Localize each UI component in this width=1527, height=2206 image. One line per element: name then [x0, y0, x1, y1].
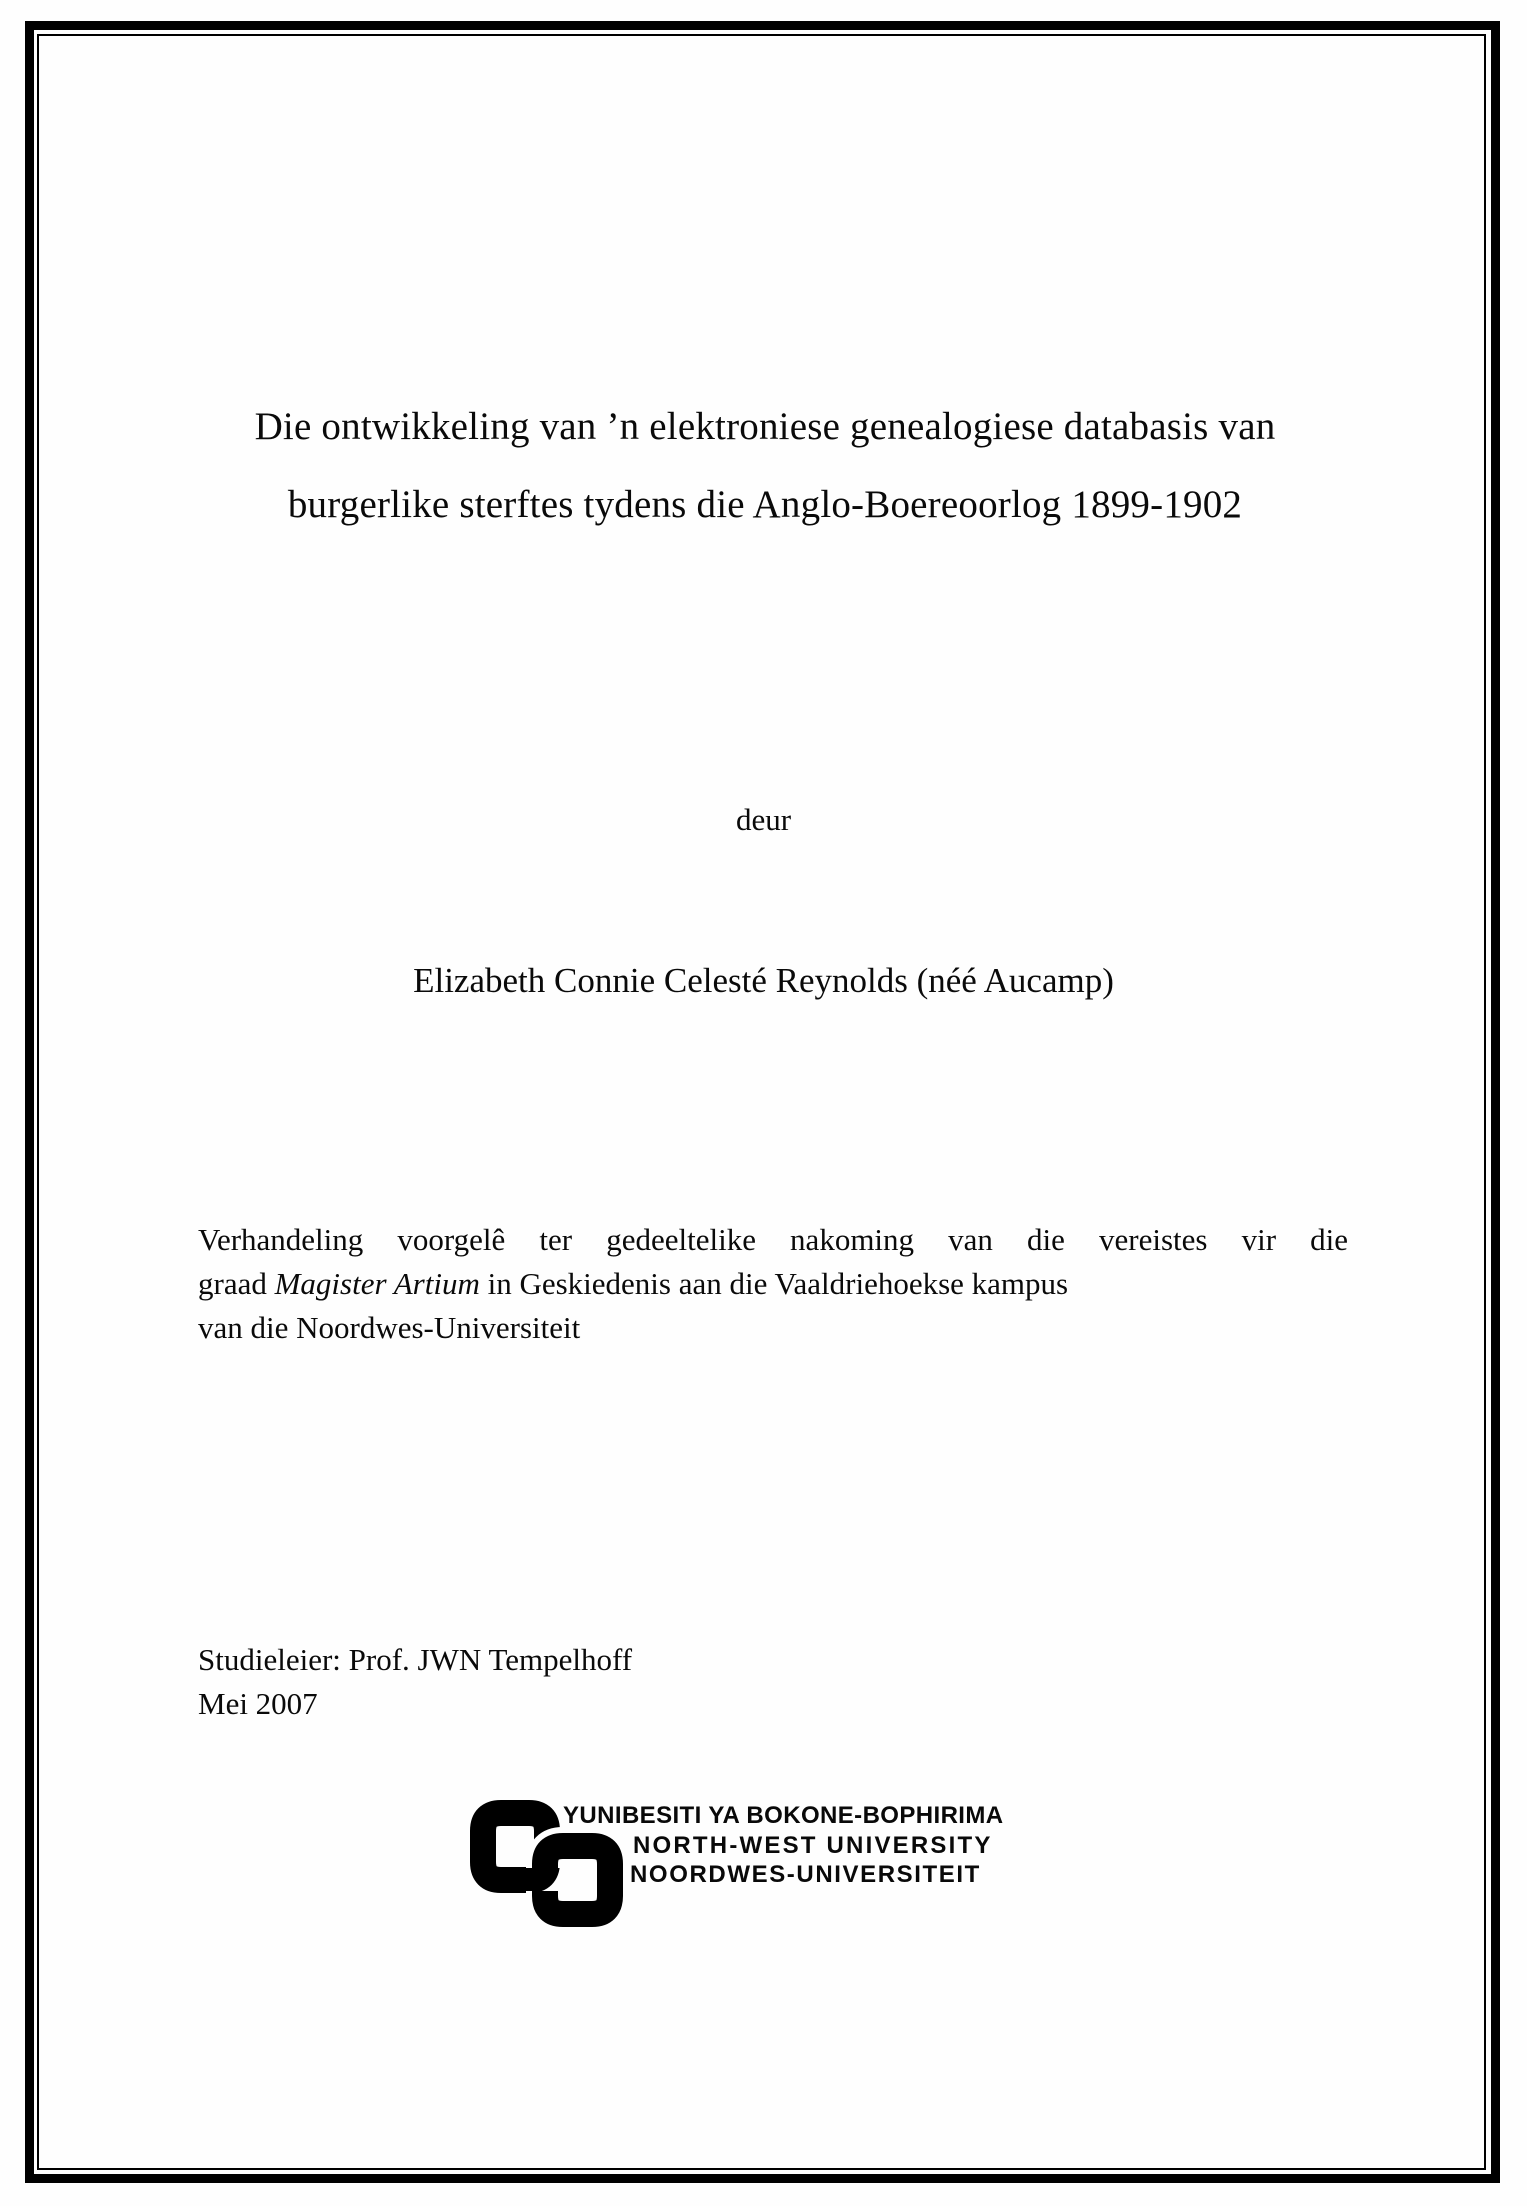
statement-line-2-suffix: in Geskiedenis aan die Vaaldriehoekse kampus	[479, 1266, 1069, 1301]
statement-line-2-prefix: graad	[198, 1266, 275, 1301]
degree-name-italic: Magister Artium	[274, 1266, 480, 1301]
thesis-title-line-2: burgerlike sterftes tydens die Anglo-Boereoorlog 1899-1902	[287, 483, 1243, 526]
date-line: Mei 2007	[198, 1686, 318, 1721]
logo-text-line-3: NOORDWES-UNIVERSITEIT	[630, 1861, 981, 1888]
statement-line-2	[198, 1262, 1348, 1306]
thesis-title-line-1: Die ontwikkeling van ’n elektroniese genealogiese databasis van	[254, 405, 1276, 448]
submission-statement	[198, 1218, 1348, 1350]
byline-deur: deur	[735, 802, 792, 837]
logo-text-line-2: NORTH-WEST UNIVERSITY	[633, 1832, 993, 1859]
logo-text-line-1: YUNIBESITI YA BOKONE-BOPHIRIMA	[563, 1802, 1004, 1829]
thesis-title	[185, 388, 1345, 544]
statement-line-1: Verhandeling voorgelê ter gedeeltelike nakoming van die vereistes vir die	[198, 1222, 1348, 1257]
author-name: Elizabeth Connie Celesté Reynolds (néé Aucamp)	[413, 961, 1114, 1000]
statement-line-3: van die Noordwes-Universiteit	[198, 1310, 581, 1345]
supervisor-line: Studieleier: Prof. JWN Tempelhoff	[198, 1642, 633, 1677]
supervisor-block	[198, 1638, 1098, 1726]
